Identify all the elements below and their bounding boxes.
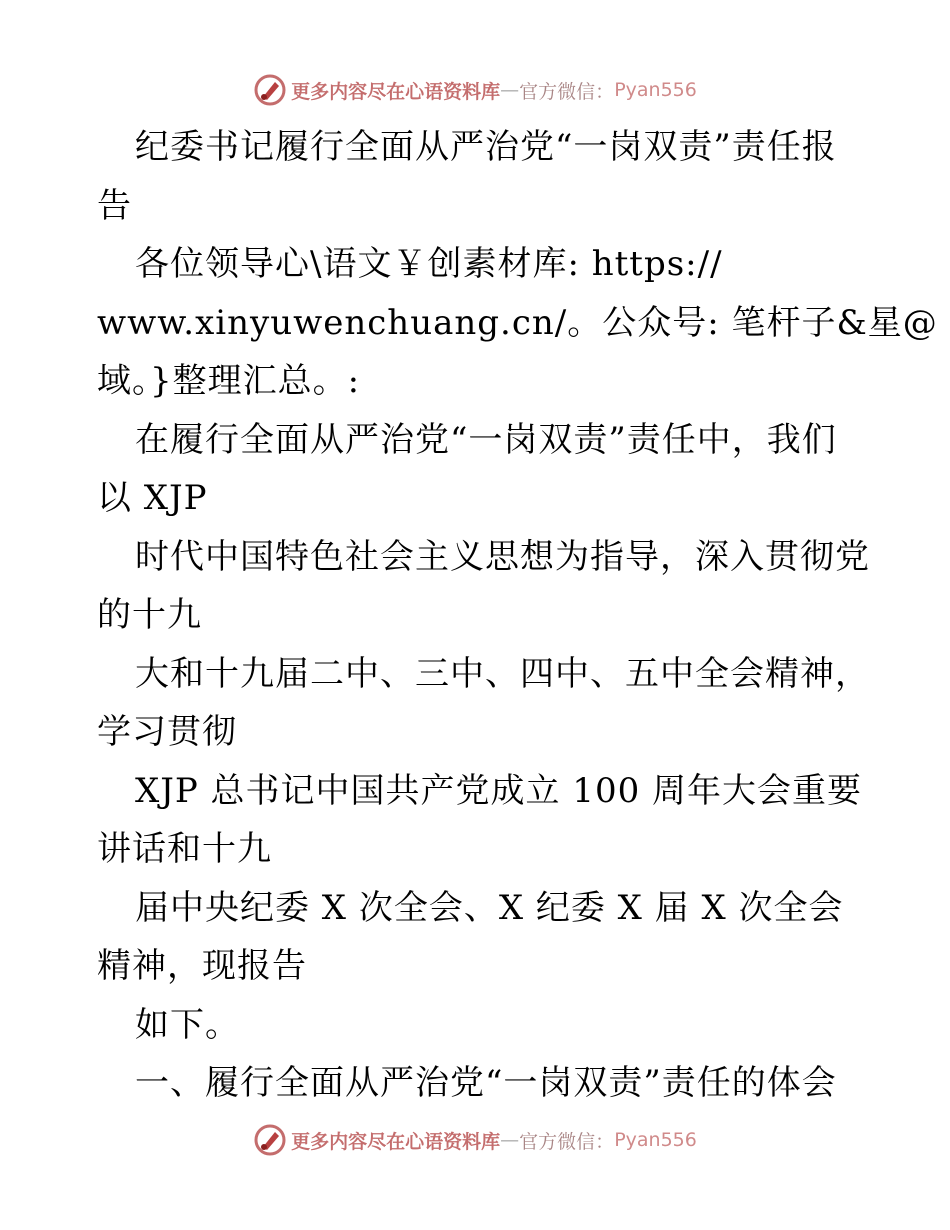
paragraph-line: 精神，现报告 [97,946,307,986]
banner-main-text: 更多内容尽在心语资料库 [291,1130,501,1153]
paragraph-line: 如下。 [135,1004,240,1045]
paragraph-line: 时代中国特色社会主义思想为指导，深入贯彻党 [135,536,870,577]
pen-circle-logo-icon [253,1123,287,1157]
banner-separator: — [500,1129,520,1151]
document-title-line: 告 [97,185,132,226]
banner-wechat-id: Pyan556 [614,79,697,101]
banner-main-text: 更多内容尽在心语资料库 [291,80,501,103]
footer-banner [0,1120,950,1160]
paragraph-line: 以 XJP [97,478,208,518]
header-banner [0,70,950,110]
banner-wechat-id: Pyan556 [614,1129,697,1151]
banner-wechat-label: 官方微信： [519,1130,615,1153]
paragraph-line: 域。}整理汇总。: [97,361,361,401]
pen-circle-logo-icon [253,73,287,107]
banner-wechat-label: 官方微信： [519,80,615,103]
paragraph-line: www.xinyuwenchuang.cn/。公众号: 笔杆子&星@ [97,302,938,343]
paragraph-line: 大和十九届二中、三中、四中、五中全会精神， [135,653,870,694]
paragraph-line: 各位领导心\语文￥创素材库: https:// [135,244,723,284]
paragraph-line: 讲话和十九 [97,829,272,869]
paragraph-line: 届中央纪委 X 次全会、X 纪委 X 届 X 次全会 [135,887,844,928]
paragraph-line: 学习贯彻 [97,712,237,752]
paragraph-line: XJP 总书记中国共产党成立 100 周年大会重要 [135,770,863,811]
paragraph-line: 的十九 [97,595,202,635]
section-heading: 一、履行全面从严治党“一岗双责”责任的体会 [135,1063,837,1103]
paragraph-line: 在履行全面从严治党“一岗双责”责任中，我们 [135,419,837,460]
document-body [97,118,938,1113]
document-title-line: 纪委书记履行全面从严治党“一岗双责”责任报 [135,127,837,167]
banner-separator: — [500,79,520,101]
